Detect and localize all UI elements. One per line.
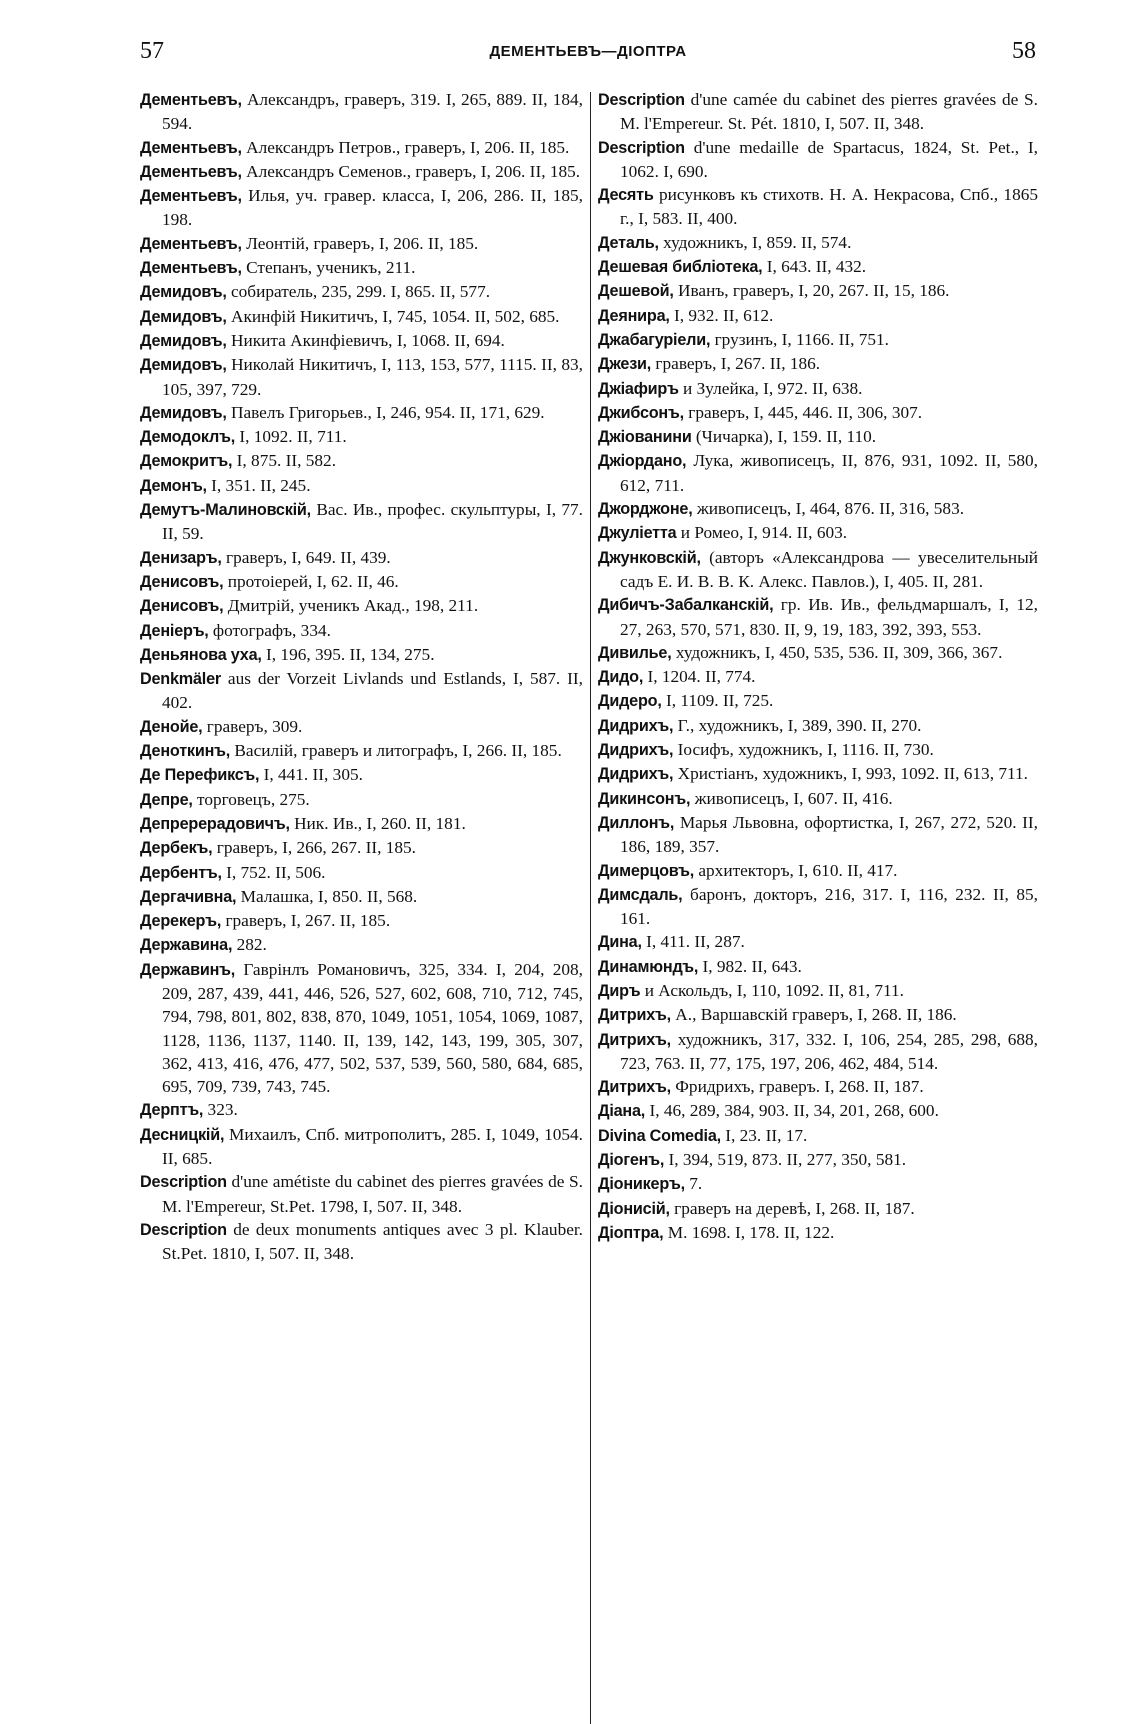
index-entry [140, 449, 583, 473]
entry-references: (Чичарка), I, 159. II, 110. [691, 427, 877, 447]
index-entry [598, 689, 1038, 713]
entry-headword: Джуліетта [598, 524, 677, 543]
entry-references: М. 1698. I, 178. II, 122. [663, 1222, 835, 1242]
index-entry [140, 1218, 583, 1266]
index-entry [598, 304, 1038, 328]
entry-references: Никита Акинфіевичъ, I, 1068. II, 694. [226, 330, 505, 350]
entry-headword: Десять [598, 186, 654, 205]
entry-references: d'une medaille de Spartacus, 1824, St. Pet., I, 1062. I, 690. [620, 137, 1038, 181]
index-entry [598, 811, 1038, 859]
entry-references: I, 643. II, 432. [762, 257, 867, 277]
entry-headword: Дитрихъ, [598, 1030, 671, 1049]
entry-headword: Діана, [598, 1102, 646, 1121]
index-entry [140, 401, 583, 425]
entry-headword: Дерптъ, [140, 1101, 204, 1120]
entry-headword: Деніеръ, [140, 621, 209, 640]
entry-headword: Денойе, [140, 717, 203, 736]
entry-headword: Державинъ, [140, 960, 236, 979]
entry-references: Гаврінлъ Романовичъ, 325, 334. I, 204, 208, 209, 287, 439, 441, 446, 526, 527, 602, 608, 710, 712, 745, 794, 798, 801, 802, 838, 870, 1049, 1051, 1054, 1069, 1087, 1128, 1136, 1137, 1140. II, 139, 142, 143, 199, 305, 307, 362, 413, 416, 476, 477, 502, 537, 539, 560, 580, 684, 685, 695, 709, 739, 743, 745. [162, 959, 583, 1097]
index-entry [140, 88, 583, 136]
entry-references: Фридрихъ, граверъ. I, 268. II, 187. [670, 1077, 924, 1097]
entry-references: Александръ, граверъ, 319. I, 265, 889. II, 184, 594. [162, 90, 583, 134]
index-entry [598, 183, 1038, 231]
entry-headword: Денисовъ, [140, 597, 224, 616]
index-entry [140, 739, 583, 763]
entry-references: de deux monuments antiques avec 3 pl. Klauber. St.Pet. 1810, I, 507. II, 348. [162, 1219, 583, 1264]
entry-references: граверъ, I, 267. II, 186. [651, 354, 821, 374]
index-entry [140, 836, 583, 860]
entry-headword: Джіованини [598, 428, 692, 447]
index-entry [140, 474, 583, 498]
entry-headword: Дешевой, [598, 282, 674, 301]
entry-headword: Дидрихъ, [598, 765, 674, 784]
entry-headword: Дементьевъ, [140, 234, 242, 253]
entry-headword: Джіафиръ [598, 379, 679, 398]
index-entry [140, 1170, 583, 1218]
entry-headword: Діогенъ, [598, 1151, 665, 1170]
entry-references: Александръ Семенов., граверъ, I, 206. II, 185. [241, 161, 581, 181]
entry-headword: Диллонъ, [598, 813, 675, 832]
index-entry [598, 738, 1038, 762]
entry-references: и Аскольдъ, I, 110, 1092. II, 81, 711. [640, 980, 904, 1000]
entry-references: граверъ, I, 445, 446. II, 306, 307. [683, 402, 923, 422]
entry-references: торговецъ, 275. [192, 789, 310, 809]
index-entry [140, 1098, 583, 1122]
entry-headword: Денисовъ, [140, 572, 224, 591]
index-entry [598, 546, 1038, 594]
index-entry [598, 1172, 1038, 1196]
entry-headword: Дербентъ, [140, 863, 222, 882]
entry-references: Леонтій, граверъ, I, 206. II, 185. [241, 233, 479, 253]
index-entry [140, 160, 583, 184]
index-entry [140, 812, 583, 836]
left-column [140, 88, 583, 1266]
entry-headword: Депререрадовичъ, [140, 814, 290, 833]
entry-references: d'une amétiste du cabinet des pierres gravées de S. M. l'Empereur, St.Pet. 1798, I, 507. II, 348. [162, 1172, 583, 1216]
entry-headword: Динамюндъ, [598, 957, 699, 976]
entry-references: Василій, граверъ и литографъ, I, 266. II, 185. [230, 741, 562, 761]
index-entry [598, 255, 1038, 279]
entry-references: I, 1092. II, 711. [235, 427, 347, 447]
entry-headword: Description [140, 1220, 227, 1239]
entry-headword: Демидовъ, [140, 356, 227, 375]
entry-references: aus der Vorzeit Livlands und Estlands, I, 587. II, 402. [162, 669, 583, 713]
entry-headword: Діоникеръ, [598, 1175, 685, 1194]
index-entry [598, 714, 1038, 738]
index-entry [598, 593, 1038, 641]
index-entry [598, 859, 1038, 883]
index-entry [140, 643, 583, 667]
entry-headword: Дидрихъ, [598, 741, 674, 760]
entry-headword: Державина, [140, 936, 233, 955]
index-entry [598, 979, 1038, 1003]
index-entry [140, 498, 583, 546]
entry-references: I, 932. II, 612. [669, 305, 774, 325]
entry-references: Лука, живописецъ, II, 876, 931, 1092. II, 580, 612, 711. [620, 451, 1038, 495]
index-entry [598, 401, 1038, 425]
index-entry [140, 861, 583, 885]
index-entry [140, 933, 583, 957]
entry-references: Акинфій Никитичъ, I, 745, 1054. II, 502, 685. [226, 306, 560, 326]
index-entry [140, 546, 583, 570]
entry-headword: Джибсонъ, [598, 403, 684, 422]
entry-headword: Демокритъ, [140, 452, 233, 471]
entry-headword: Description [598, 138, 685, 157]
entry-headword: Дерекеръ, [140, 912, 222, 931]
entry-references: I, 875. II, 582. [232, 451, 337, 471]
page-number-right: 58 [1012, 38, 1036, 64]
entry-headword: Дементьевъ, [140, 91, 242, 109]
entry-headword: Дибичъ-Забалканскій, [598, 596, 774, 615]
entry-headword: Дидо, [598, 668, 644, 687]
entry-references: 282. [232, 935, 267, 955]
entry-references: граверъ, I, 267. II, 185. [221, 911, 391, 931]
entry-references: художникъ, I, 450, 535, 536. II, 309, 366, 367. [671, 642, 1003, 662]
page-number-left: 57 [140, 38, 164, 64]
entry-references: Вас. Ив., профес. скульптуры, I, 77. II, 59. [162, 500, 583, 544]
entry-references: фотографъ, 334. [208, 620, 331, 640]
entry-references: Іосифъ, художникъ, I, 1116. II, 730. [673, 740, 934, 760]
index-entry [598, 665, 1038, 689]
entry-references: Иванъ, граверъ, I, 20, 267. II, 15, 186. [673, 281, 950, 301]
index-entry [598, 352, 1038, 376]
right-column [598, 88, 1038, 1245]
index-entry [598, 136, 1038, 184]
entry-headword: Демидовъ, [140, 307, 227, 326]
entry-headword: Діоптра, [598, 1223, 664, 1242]
entry-references: грузинъ, I, 1166. II, 751. [710, 329, 889, 349]
entry-references: рисунковъ къ стихотв. Н. А. Некрасова, Спб., 1865 г., I, 583. II, 400. [620, 185, 1038, 229]
entry-references: Михаилъ, Спб. митрополитъ, 285. I, 1049, 1054. II, 685. [162, 1124, 583, 1169]
index-entry [598, 231, 1038, 255]
index-entry [598, 1003, 1038, 1027]
index-entry [140, 280, 583, 304]
entry-references: баронъ, докторъ, 216, 317. I, 116, 232. II, 85, 161. [620, 884, 1038, 929]
index-entry [598, 1197, 1038, 1221]
entry-headword: Дина, [598, 933, 642, 952]
column-divider [590, 92, 591, 1724]
index-entry [598, 955, 1038, 979]
index-entry [140, 570, 583, 594]
index-entry [140, 305, 583, 329]
entry-headword: Джорджоне, [598, 500, 693, 519]
entry-headword: Диръ [598, 981, 641, 1000]
entry-headword: Десницкій, [140, 1125, 225, 1144]
entry-references: граверъ, 309. [202, 716, 303, 736]
entry-references: I, 1109. II, 725. [661, 691, 774, 711]
entry-headword: Де Перефиксъ, [140, 766, 260, 785]
index-entry [140, 885, 583, 909]
index-entry [598, 425, 1038, 449]
entry-references: Дмитрій, ученикъ Акад., 198, 211. [223, 596, 479, 616]
entry-headword: Дидеро, [598, 692, 662, 711]
entry-references: Г., художникъ, I, 389, 390. II, 270. [673, 715, 922, 735]
entry-references: (авторъ «Александрова — увеселительный садъ Е. И. В. В. К. Алекс. Павлов.), I, 405. II, 281. [620, 547, 1038, 591]
index-entry [598, 521, 1038, 545]
index-entry [598, 762, 1038, 786]
index-entry [598, 328, 1038, 352]
index-entry [598, 1124, 1038, 1148]
entry-headword: Джунковскій, [598, 548, 701, 567]
entry-references: и Ромео, I, 914. II, 603. [676, 523, 848, 543]
entry-headword: Denkmäler [140, 670, 221, 689]
page-header [140, 33, 1036, 69]
entry-references: собиратель, 235, 299. I, 865. II, 577. [226, 282, 491, 302]
entry-references: Павелъ Григорьев., I, 246, 954. II, 171, 629. [226, 402, 545, 422]
entry-references: Илья, уч. гравер. класса, I, 206, 286. II, 185, 198. [162, 186, 583, 230]
entry-headword: Димсдаль, [598, 885, 683, 904]
entry-headword: Демидовъ, [140, 403, 227, 422]
entry-headword: Дивилье, [598, 643, 672, 662]
entry-references: Ник. Ив., I, 260. II, 181. [289, 813, 466, 833]
entry-headword: Дементьевъ, [140, 259, 242, 278]
entry-headword: Дитрихъ, [598, 1078, 671, 1097]
entry-references: 7. [684, 1174, 703, 1194]
entry-references: I, 23. II, 17. [720, 1125, 808, 1145]
entry-references: протоіерей, I, 62. II, 46. [223, 571, 399, 591]
index-entry [598, 787, 1038, 811]
entry-references: художникъ, I, 859. II, 574. [658, 232, 852, 252]
entry-headword: Демонъ, [140, 476, 207, 495]
entry-references: I, 394, 519, 873. II, 277, 350, 581. [664, 1150, 907, 1170]
entry-references: I, 351. II, 245. [206, 475, 311, 495]
entry-references: I, 752. II, 506. [221, 862, 326, 882]
entry-references: Марья Львовна, офортистка, I, 267, 272, 520. II, 186, 189, 357. [620, 812, 1038, 857]
entry-references: архитекторъ, I, 610. II, 417. [694, 860, 898, 880]
entry-references: Александръ Петров., граверъ, I, 206. II, 185. [241, 137, 570, 157]
entry-headword: Джабагуріели, [598, 330, 711, 349]
entry-references: I, 411. II, 287. [641, 932, 745, 952]
entry-references: гр. Ив. Ив., фельдмаршалъ, I, 12, 27, 263, 570, 571, 830. II, 9, 19, 183, 392, 393, 553. [620, 595, 1038, 639]
index-entry [140, 353, 583, 401]
entry-headword: Дербекъ, [140, 839, 213, 858]
entry-headword: Демидовъ, [140, 331, 227, 350]
entry-headword: Діонисій, [598, 1199, 670, 1218]
entry-references: граверъ, I, 649. II, 439. [221, 547, 391, 567]
entry-references: художникъ, 317, 332. I, 106, 254, 285, 298, 688, 723, 763. II, 77, 175, 197, 206, 462, 484, 514. [620, 1029, 1038, 1073]
index-entry [140, 256, 583, 280]
entry-headword: Димерцовъ, [598, 861, 695, 880]
index-entry [140, 232, 583, 256]
index-entry [598, 1099, 1038, 1123]
index-entry [140, 594, 583, 618]
entry-references: Христіанъ, художникъ, I, 993, 1092. II, 613, 711. [673, 764, 1028, 784]
index-entry [140, 958, 583, 1099]
entry-headword: Деянира, [598, 306, 670, 325]
entry-headword: Дитрихъ, [598, 1006, 671, 1025]
index-entry [140, 184, 583, 232]
entry-headword: Деноткинъ, [140, 742, 231, 761]
entry-references: I, 46, 289, 384, 903. II, 34, 201, 268, 600. [645, 1101, 939, 1121]
index-entry [140, 788, 583, 812]
index-entry [598, 883, 1038, 931]
index-entry [140, 619, 583, 643]
index-entry [598, 641, 1038, 665]
index-entry [598, 1221, 1038, 1245]
entry-headword: Divina Comedia, [598, 1126, 721, 1145]
entry-references: d'une camée du cabinet des pierres gravées de S. M. l'Empereur. St. Pét. 1810, I, 507. II, 348. [620, 90, 1038, 134]
index-entry [598, 279, 1038, 303]
index-entry [140, 763, 583, 787]
entry-headword: Дикинсонъ, [598, 789, 691, 808]
entry-references: живописецъ, I, 607. II, 416. [690, 788, 893, 808]
entry-headword: Демутъ-Малиновскій, [140, 501, 311, 520]
running-title: ДЕМЕНТЬЕВЪ—ДІОПТРА [489, 43, 687, 60]
entry-references: граверъ на деревѣ, I, 268. II, 187. [669, 1198, 915, 1218]
entry-references: 323. [203, 1100, 238, 1120]
entry-headword: Дидрихъ, [598, 716, 674, 735]
entry-headword: Демодоклъ, [140, 428, 235, 447]
index-entry [598, 1075, 1038, 1099]
entry-headword: Дергачивна, [140, 887, 237, 906]
entry-references: I, 982. II, 643. [698, 956, 802, 976]
index-entry [140, 425, 583, 449]
index-entry [140, 667, 583, 715]
entry-references: Малашка, I, 850. II, 568. [236, 886, 418, 906]
index-entry [140, 1123, 583, 1171]
entry-headword: Дешевая библіотека, [598, 258, 763, 277]
index-entry [140, 909, 583, 933]
index-entry [598, 377, 1038, 401]
entry-references: граверъ, I, 266, 267. II, 185. [212, 838, 416, 858]
index-entry [140, 136, 583, 160]
entry-headword: Деньянова уха, [140, 645, 262, 664]
index-entry [140, 329, 583, 353]
entry-headword: Дементьевъ, [140, 162, 242, 181]
entry-references: Николай Никитичъ, I, 113, 153, 577, 1115. II, 83, 105, 397, 729. [162, 355, 583, 399]
index-entry [598, 1148, 1038, 1172]
index-entry [598, 497, 1038, 521]
entry-headword: Демидовъ, [140, 283, 227, 302]
entry-headword: Description [140, 1173, 227, 1192]
entry-references: Степанъ, ученикъ, 211. [241, 258, 416, 278]
entry-references: А., Варшавскій граверъ, I, 268. II, 186. [670, 1005, 957, 1025]
index-entry [598, 930, 1038, 954]
entry-references: I, 196, 395. II, 134, 275. [261, 644, 435, 664]
entry-references: I, 1204. II, 774. [643, 667, 756, 687]
entry-references: и Зулейка, I, 972. II, 638. [678, 378, 863, 398]
entry-references: живописецъ, I, 464, 876. II, 316, 583. [692, 499, 965, 519]
entry-headword: Дементьевъ, [140, 138, 242, 157]
entry-headword: Денизаръ, [140, 548, 222, 567]
index-entry [140, 715, 583, 739]
index-entry [598, 1028, 1038, 1076]
entry-references: I, 441. II, 305. [259, 765, 363, 785]
entry-headword: Джези, [598, 355, 652, 374]
entry-headword: Деталь, [598, 233, 659, 252]
index-entry [598, 88, 1038, 136]
entry-headword: Description [598, 91, 685, 109]
entry-headword: Депре, [140, 790, 193, 809]
entry-headword: Дементьевъ, [140, 187, 242, 206]
index-entry [598, 449, 1038, 497]
entry-headword: Джіордано, [598, 452, 687, 471]
